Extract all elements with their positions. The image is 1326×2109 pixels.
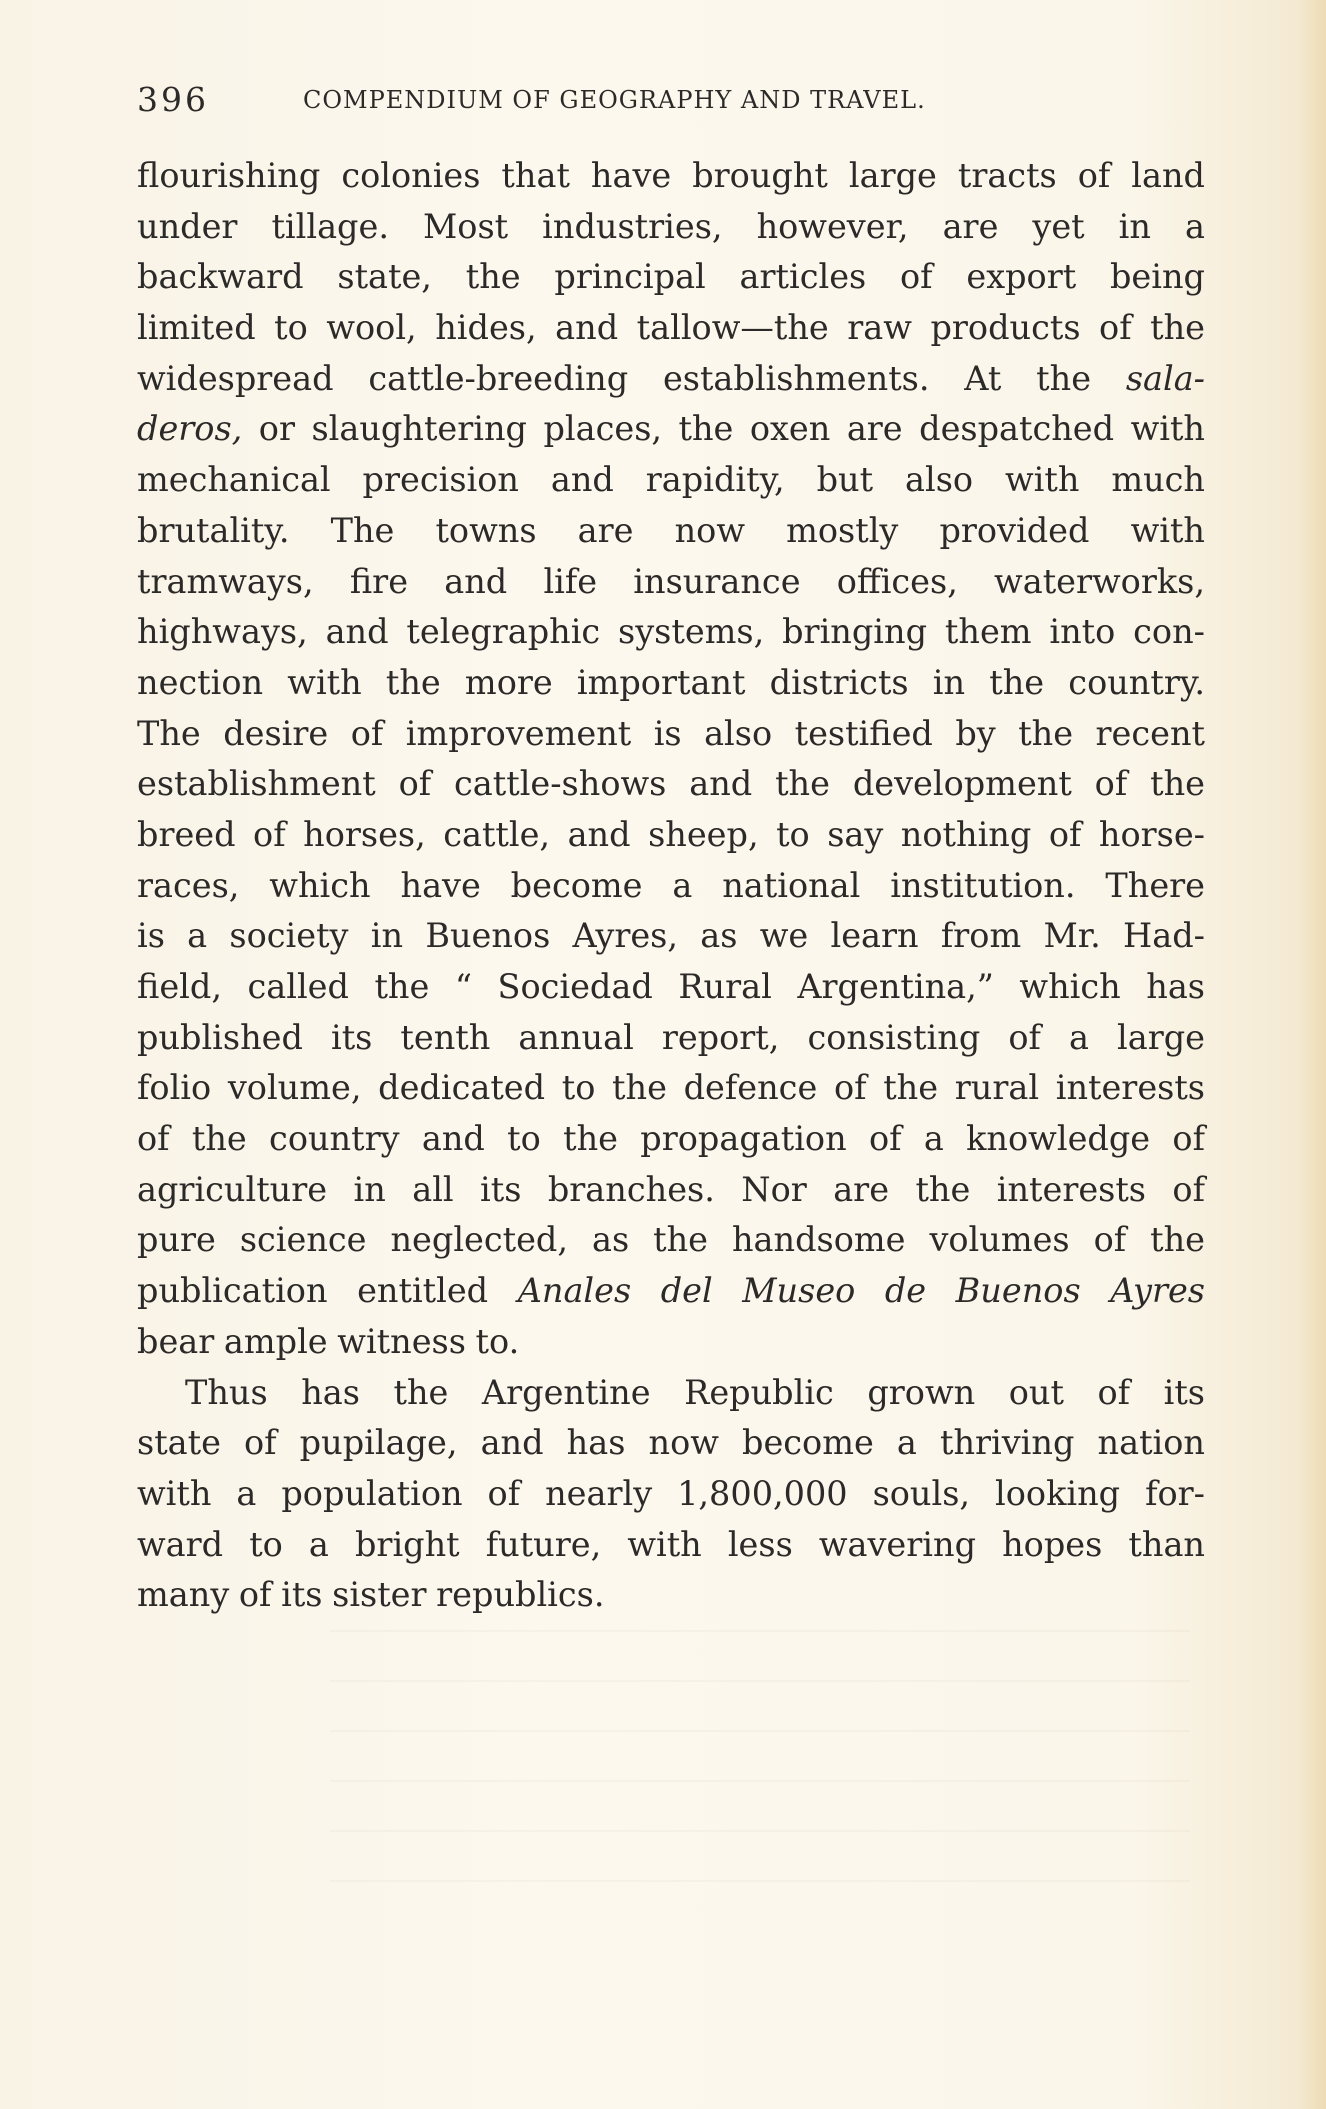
text-line: flourishing colonies that have brought large tracts of land: [137, 156, 1205, 195]
text-line: [137, 404, 1205, 455]
text-line: with a population of nearly 1,800,000 souls, looking for-: [137, 1473, 1205, 1513]
text-line: ward to a bright future, with less wavering hopes than: [137, 1524, 1205, 1564]
text-line: folio volume, dedicated to the defence of the rural interests: [137, 1068, 1205, 1108]
italic-term: sala-: [1125, 358, 1205, 398]
text-segment: or slaughtering places, the oxen are despatched with: [258, 409, 1205, 449]
text-line: field, called the “ Sociedad Rural Argentina,” which has: [137, 967, 1205, 1006]
text-line: state of pupilage, and has now become a thriving nation: [137, 1423, 1205, 1463]
text-line: [137, 354, 1205, 405]
text-line: pure science neglected, as the handsome volumes of the: [137, 1220, 1205, 1260]
text-line: agriculture in all its branches. Nor are the interests of: [137, 1169, 1205, 1209]
text-line: mechanical precision and rapidity, but also with much: [137, 460, 1205, 500]
text-line: is a society in Buenos Ayres, as we learn from Mr. Had-: [137, 916, 1205, 956]
text-line: limited to wool, hides, and tallow—the raw products of the: [137, 308, 1205, 348]
italic-term: deros,: [137, 409, 243, 449]
text-line: bear ample witness to.: [137, 1321, 520, 1361]
page-edge-shadow: [1296, 0, 1326, 2109]
text-line: establishment of cattle-shows and the development of the: [137, 764, 1205, 804]
page-number: 396: [137, 80, 209, 119]
text-line: races, which have become a national institution. There: [137, 865, 1205, 905]
text-line: Thus has the Argentine Republic grown out of its: [185, 1372, 1205, 1412]
text-line: highways, and telegraphic systems, bringing them into con-: [137, 612, 1205, 652]
text-line: many of its sister republics.: [137, 1575, 605, 1615]
text-line: The desire of improvement is also testified by the recent: [137, 713, 1205, 753]
text-line: breed of horses, cattle, and sheep, to say nothing of horse-: [137, 814, 1205, 854]
text-segment: publication entitled: [137, 1271, 489, 1311]
body-text: [137, 151, 1205, 1621]
text-line: backward state, the principal articles of export being: [137, 257, 1205, 297]
page-header: [137, 80, 1207, 124]
text-line: published its tenth annual report, consisting of a large: [137, 1017, 1205, 1057]
text-line: [137, 1266, 1205, 1317]
text-line: of the country and to the propagation of a knowledge of: [137, 1119, 1205, 1159]
italic-title: Anales del Museo de Buenos Ayres: [517, 1271, 1205, 1311]
running-head: COMPENDIUM OF GEOGRAPHY AND TRAVEL.: [303, 86, 926, 114]
text-segment: widespread cattle-breeding establishments. At the: [137, 358, 1092, 398]
text-line: brutality. The towns are now mostly provided with: [137, 510, 1205, 550]
text-line: under tillage. Most industries, however, are yet in a: [137, 206, 1205, 246]
text-line: nection with the more important districts in the country.: [137, 662, 1205, 702]
show-through-text: [330, 1630, 1190, 1930]
text-line: tramways, fire and life insurance offices, waterworks,: [137, 561, 1205, 601]
